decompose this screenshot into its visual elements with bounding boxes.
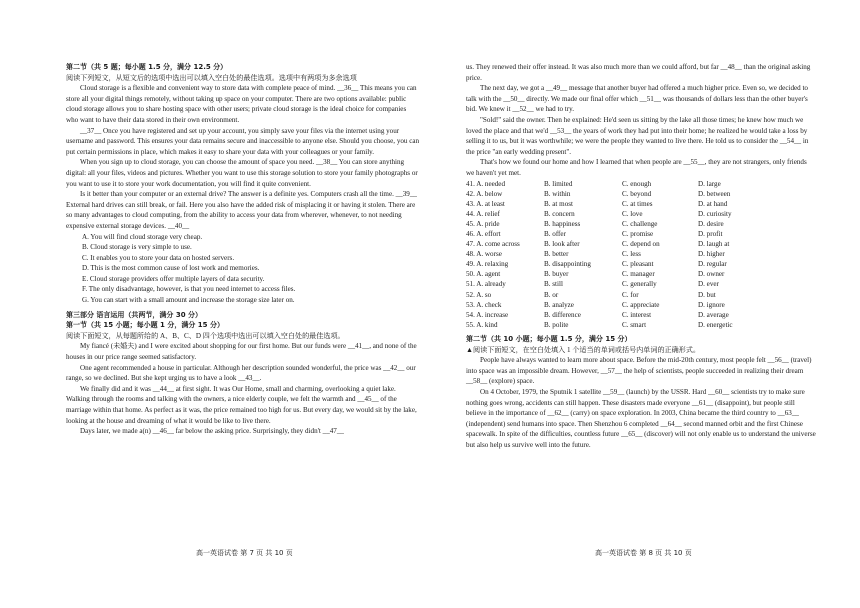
option-cell: B. limited bbox=[544, 179, 573, 188]
option-cell: B. difference bbox=[544, 310, 581, 319]
option-cell: D. between bbox=[698, 189, 731, 198]
option-row bbox=[466, 259, 816, 269]
option-cell: D. laugh at bbox=[698, 240, 730, 249]
option-cell: B. still bbox=[544, 280, 563, 289]
section2b-instructions: ▲阅读下面短文，在空白处填入 1 个适当的单词或括号内单词的正确形式。 bbox=[466, 345, 701, 354]
option-c: C. It enables you to store your data on hosted servers. bbox=[82, 253, 235, 262]
option-row bbox=[466, 290, 816, 300]
option-cell: D. at hand bbox=[698, 199, 728, 208]
option-cell: 47. A. come across bbox=[466, 240, 520, 249]
option-cell: C. interest bbox=[622, 310, 652, 319]
option-cell: 53. A. check bbox=[466, 300, 502, 309]
option-cell: D. ever bbox=[698, 280, 719, 289]
option-cell: 52. A. so bbox=[466, 290, 492, 299]
option-cell: B. polite bbox=[544, 320, 569, 329]
option-cell: B. happiness bbox=[544, 219, 581, 228]
option-cell: B. look after bbox=[544, 240, 580, 249]
option-cell: 44. A. relief bbox=[466, 209, 500, 218]
option-cell: D. profit bbox=[698, 230, 723, 238]
option-cell: C. enough bbox=[622, 179, 652, 188]
option-cell: B. within bbox=[544, 189, 571, 198]
option-f: F. The only disadvantage, however, is that you need internet to access files. bbox=[82, 285, 296, 294]
passage-paragraph-1: Cloud storage is a flexible and convenient way to store data with complete peace of mind. __36__ This means you can store all your digital things remotely, without taking up space on your computer. There are two options available: public cloud storage allows you to share hosting space with other users; private cloud storage is the ideal choice for companies who want to have their data stored in their own environment. bbox=[66, 84, 417, 124]
option-cell: C. challenge bbox=[622, 219, 658, 228]
part3-heading: 第三部分 语言运用（共两节，满分 30 分） bbox=[66, 310, 203, 319]
cloze-paragraph-8: That's how we found our home and how I learned that when people are __55__, they are not strangers, only friends we haven't yet met. bbox=[466, 158, 807, 177]
option-cell: D. desire bbox=[698, 219, 724, 228]
option-cell: D. higher bbox=[698, 250, 725, 259]
cloze-paragraph-5: us. They renewed their offer instead. It was also much more than we could afford, but far __48__ than the original asking price. bbox=[466, 63, 811, 82]
option-row bbox=[466, 209, 816, 219]
option-cell: C. smart bbox=[622, 320, 647, 329]
page-footer-right: 高一英语试卷 第 8 页 共 10 页 bbox=[595, 549, 692, 557]
passage-paragraph-4: Is it better than your computer or an external drive? The answer is a definite yes. Computers crash all the time. __39__ External hard drives can still break, or fail. Here you also have the added risk of misplacing it or having it stolen. There are so many advantages to cloud computing, from the ability to access your data from wherever, whenever, to not needing expensive external storage devices. __40__ bbox=[66, 190, 417, 230]
option-d: D. This is the most common cause of lost work and memories. bbox=[82, 264, 260, 273]
section2b-heading: 第二节（共 10 小题；每小题 1.5 分，满分 15 分） bbox=[466, 334, 632, 343]
option-row bbox=[466, 229, 816, 239]
option-g: G. You can start with a small amount and increase the storage size later on. bbox=[82, 296, 295, 305]
option-cell: C. promise bbox=[622, 230, 654, 238]
option-row bbox=[466, 179, 816, 189]
left-page bbox=[66, 62, 420, 437]
cloze-paragraph-1: My fiancé (未婚夫) and I were excited about shopping for our first home. But our funds were __41__, and none of the houses in our price range seemed satisfactory. bbox=[66, 342, 417, 362]
option-cell: 45. A. pride bbox=[466, 219, 500, 228]
passage-paragraph-2: __37__ Once you have registered and set up your account, you simply save your files via the internet using your username and password. This ensures your data remains secure and inaccessible to anyone else. Should you choose, you can put certain permissions in place, which makes it easy to share your data with your colleagues or your family. bbox=[66, 126, 420, 156]
option-cell: 46. A. effort bbox=[466, 230, 501, 238]
option-cell: D. regular bbox=[698, 260, 727, 269]
option-cell: 49. A. relaxing bbox=[466, 260, 509, 269]
option-cell: C. depend on bbox=[622, 240, 660, 249]
cloze-options-table bbox=[466, 179, 816, 330]
option-cell: D. but bbox=[698, 290, 716, 299]
option-row bbox=[466, 189, 816, 199]
option-cell: 55. A. kind bbox=[466, 320, 498, 329]
option-cell: C. less bbox=[622, 250, 641, 259]
option-cell: 51. A. already bbox=[466, 280, 506, 289]
option-cell: 41. A. needed bbox=[466, 179, 506, 188]
section2-heading: 第二节（共 5 题；每小题 1.5 分，满分 12.5 分） bbox=[66, 63, 228, 71]
option-row bbox=[466, 310, 816, 320]
cloze-paragraph-6: The next day, we got a __49__ message that another buyer had offered a much higher price. Even so, we decided to talk with the __50__ directly. We made our final offer which __51__ was thousands of dollars less than the other buyer's bid. We knew it __52__ we had to try. bbox=[466, 84, 808, 114]
option-cell: 48. A. worse bbox=[466, 250, 502, 259]
option-cell: B. buyer bbox=[544, 270, 569, 279]
option-row bbox=[466, 269, 816, 279]
option-cell: D. energetic bbox=[698, 320, 733, 329]
option-cell: D. owner bbox=[698, 270, 725, 279]
option-cell: D. curiosity bbox=[698, 209, 732, 218]
option-cell: C. manager bbox=[622, 270, 655, 279]
option-row bbox=[466, 320, 816, 330]
option-cell: 42. A. below bbox=[466, 189, 503, 198]
grammar-paragraph-2: On 4 October, 1979, the Sputnik 1 satellite __59__ (launch) by the USSR. Hard __60__ scientists try to make sure nothing goes wrong, accidents can still happen. These disasters made everyone __61__ (disappoint), but people still believe in the importance of __62__ (carry) on space exploration. In 2003, China became the third country to __63__ (independent) send humans into space. Then Shenzhou 6 completed __64__ second manned orbit and the first Chinese spacewalk. In spite of the difficulties, countless future __65__ (discover) will not only enable us to understand the universe but also help us survive well into the future. bbox=[466, 387, 816, 449]
cloze-paragraph-2: One agent recommended a house in particular. Although her description sounded wonderful, the price was __42__ our range, so we declined. But she kept urging us to have a look __43__. bbox=[66, 363, 416, 383]
option-cell: C. generally bbox=[622, 280, 657, 289]
passage-paragraph-3: When you sign up to cloud storage, you can choose the amount of space you need. __38__ You can store anything digital: all your files, videos and pictures. Whether you want to use this storage solution to store your family photographs or you want to use it to store your work documentation, you will find it quite convenient. bbox=[66, 158, 418, 188]
option-cell: C. beyond bbox=[622, 189, 652, 198]
option-b: B. Cloud storage is very simple to use. bbox=[82, 243, 192, 252]
option-cell: B. disappointing bbox=[544, 260, 591, 269]
right-page bbox=[466, 62, 816, 450]
option-cell: D. ignore bbox=[698, 300, 725, 309]
section1-heading: 第一节（共 15 小题；每小题 1 分，满分 15 分） bbox=[66, 321, 224, 330]
option-cell: B. better bbox=[544, 250, 569, 259]
option-cell: C. at times bbox=[622, 199, 653, 208]
cloze-paragraph-4: Days later, we made a(n) __46__ far below the asking price. Surprisingly, they didn't __47__ bbox=[80, 427, 344, 436]
option-row bbox=[466, 279, 816, 289]
option-cell: D. average bbox=[698, 310, 729, 319]
option-row bbox=[466, 300, 816, 310]
option-cell: B. at most bbox=[544, 199, 573, 208]
cloze-paragraph-3: We finally did and it was __44__ at first sight. It was Our Home, small and charming, overlooking a quiet lake. Walking through the rooms and talking with the owners, a nice elderly couple, we felt the warmth and __45__ of the marriage within that home. As perfect as it was, the price remained too high for us. But every day, we would sit by the lake, looking at the house and dreaming of what it would be like to live there. bbox=[66, 384, 417, 425]
option-cell: B. offer bbox=[544, 230, 566, 238]
option-cell: B. concern bbox=[544, 209, 575, 218]
option-cell: C. pleasant bbox=[622, 260, 654, 269]
page-footer-left: 高一英语试卷 第 7 页 共 10 页 bbox=[196, 549, 293, 557]
option-row bbox=[466, 239, 816, 249]
option-cell: C. appreciate bbox=[622, 300, 660, 309]
option-cell: B. or bbox=[544, 290, 559, 299]
option-e: E. Cloud storage providers offer multiple layers of data security. bbox=[82, 274, 265, 283]
option-row bbox=[466, 219, 816, 229]
option-a: A. You will find cloud storage very cheap. bbox=[82, 232, 203, 241]
section1-instructions: 阅读下面短文，从每题所给的 A、B、C、D 四个选项中选出可以填入空白处的最佳选项。 bbox=[66, 331, 345, 340]
option-row bbox=[466, 249, 816, 259]
grammar-paragraph-1: People have always wanted to learn more about space. Before the mid-20th century, most people felt __56__ (travel) into space was an impossible dream. However, __57__ the help of scientists, people succeeded in realizing their dream __58__ (explore) space. bbox=[466, 356, 812, 386]
section2-instructions: 阅读下列短文，从短文后的选项中选出可以填入空白处的最佳选项。选项中有两项为多余选项 bbox=[66, 73, 357, 82]
option-cell: D. large bbox=[698, 179, 721, 188]
option-cell: C. love bbox=[622, 209, 643, 218]
option-row bbox=[466, 199, 816, 209]
option-cell: C. for bbox=[622, 290, 639, 299]
option-cell: B. analyze bbox=[544, 300, 574, 309]
option-cell: 50. A. agent bbox=[466, 270, 501, 279]
option-cell: 43. A. at least bbox=[466, 199, 505, 208]
option-cell: 54. A. increase bbox=[466, 310, 509, 319]
cloze-paragraph-7: "Sold!" said the owner. Then he explained: He'd seen us sitting by the lake all those times; he knew how much we loved the place and that we'd __53__ the years of work they had put into their home; he realized he would take a loss by selling it to us, but it was worthwhile; we were the people they wanted to live there. He told us to consider the __54__ in the price "an early wedding present". bbox=[466, 115, 809, 156]
